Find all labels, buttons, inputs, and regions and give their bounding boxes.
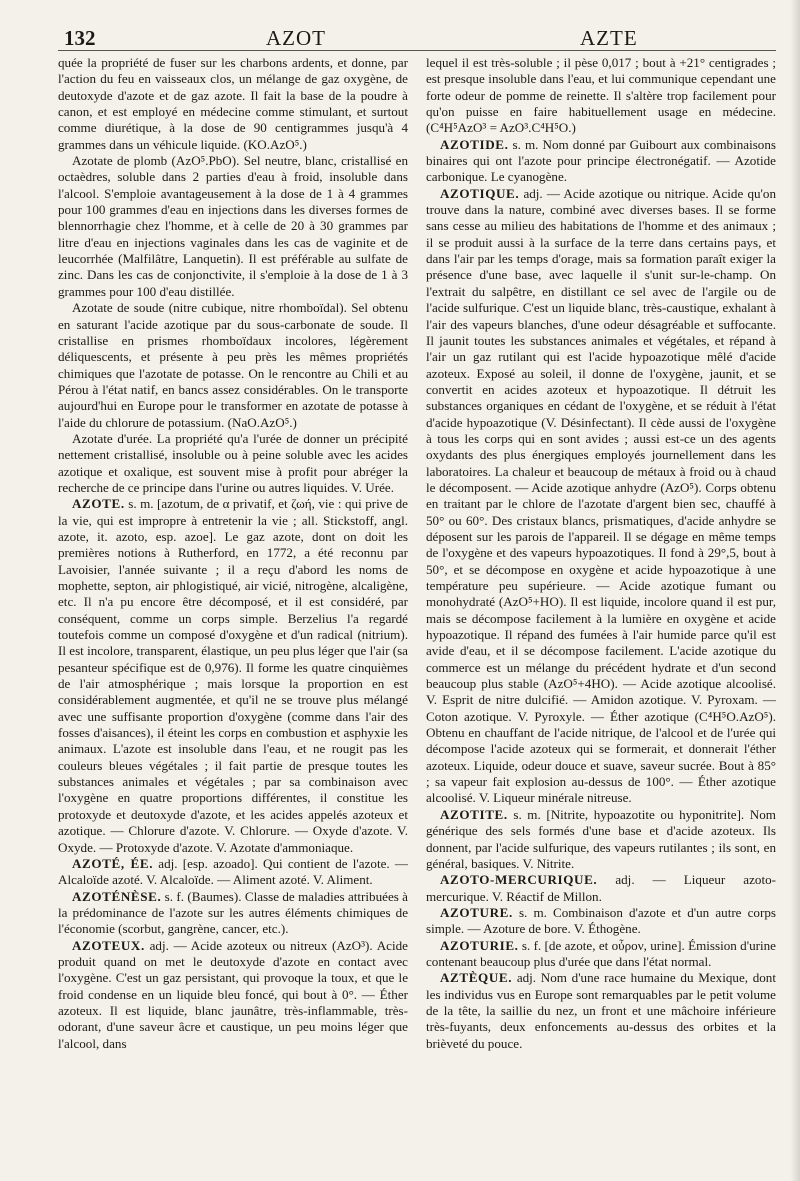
entry-text: adj. Nom d'une race humaine du Mexique, dont les individus vus en Europe sont remarquables par le petit volume de la tête, la saillie du nez, un front et une mâchoire inférieure très-fuyants, deux enfoncements au-dessus des orbites et la brièveté du pouce.: [426, 970, 776, 1051]
dictionary-entry: [426, 938, 776, 971]
entry-text: Azotate de soude (nitre cubique, nitre rhomboïdal). Sel obtenu en saturant l'acide azotique par du sous-carbonate de soude. Il cristallise en prismes rhomboïdaux incolores, légèrement déliquescents, et présente à peu près les mêmes propriétés chimiques que l'azotate de potasse. On le rencontre au Chili et au Pérou à l'état natif, en bancs assez considérables. On le transporte aujourd'hui en Europe pour le transformer en azotate de potasse à l'aide du chlorure de potassium. (NaO.AzO⁵.): [58, 300, 408, 430]
entry-text: s. m. Nom donné par Guibourt aux combinaisons binaires qui ont l'azote pour principe électronégatif. — Azotide carbonique. Le cyanogène.: [426, 136, 776, 185]
entry-text: adj. — Acide azoteux ou nitreux (AzO³). Acide produit quand on met le deutoxyde d'azote en contact avec l'oxygène. C'est un gaz persistant, qui provoque la toux, et que le froid condense en un liquide bleu foncé, qui bout à 0°. — Éther azoteux. Il est liquide, blanc jaunâtre, très-inflammable, très-odorant, d'une saveur âcre et caustique, un peu moins léger que l'alcool, dans: [58, 937, 408, 1051]
dictionary-entry: [58, 889, 408, 938]
entry-text: lequel il est très-soluble ; il pèse 0,017 ; bout à +21° centigrades ; est presque insoluble dans l'eau, et lui communique cependant une forte odeur de pomme de reinette. Il s'altère trop facilement pour qu'on puisse en faire habituellement usage en médecine. (C⁴H⁵AzO³ = AzO³.C⁴H⁵O.): [426, 55, 776, 136]
entry-headword: AZTÈQUE.: [440, 970, 513, 986]
entry-headword: AZOTURE.: [440, 904, 513, 920]
entry-headword: AZOTO-MERCURIQUE.: [440, 872, 598, 888]
entry-headword: AZOTÉNÈSE.: [72, 888, 162, 904]
entry-headword: AZOTITE.: [440, 806, 508, 822]
dictionary-entry: [426, 905, 776, 938]
entry-text: quée la propriété de fuser sur les charbons ardents, et donne, par l'action du feu en vaisseaux clos, un mélange de gaz oxygène, de deutoxyde d'azote et de gaz azote. Il fait la base de la poudre à canon, et est employé en médecine comme stimulant, et surtout comme diurétique, à la dose de 90 centigrammes jusqu'à 4 grammes dans un véhicule liquide. (KO.AzO⁵.): [58, 55, 408, 152]
left-guide-word: AZOT: [266, 26, 326, 50]
entry-text: s. f. [de azote, et οὖρον, urine]. Émission d'urine contenant beaucoup plus d'urée que dans l'état normal.: [426, 937, 776, 969]
entry-text: Azotate d'urée. La propriété qu'a l'urée de donner un précipité nettement cristallisé, insoluble ou à peine soluble avec les acides azotique et oxalique, est souvent mise à profit pour abréger la recherche de ce principe dans l'urine ou autres liquides. V. Urée.: [58, 430, 408, 495]
right-guide-word: AZTE: [580, 26, 638, 50]
entry-text: s. f. (Baumes). Classe de maladies attribuées à la prédominance de l'azote sur les autres éléments chimiques de l'économie (scorbut, gangrène, cancer, etc.).: [58, 888, 408, 937]
continued-text: [426, 55, 776, 137]
entry-headword: AZOTÉ, ÉE.: [72, 855, 154, 871]
entry-headword: AZOTEUX.: [72, 937, 145, 953]
dictionary-entry: [426, 872, 776, 905]
entry-headword: AZOTIDE.: [440, 136, 509, 152]
subentry-paragraph: [58, 431, 408, 496]
entry-text: s. m. [azotum, de α privatif, et ζωή, vie : qui prive de la vie, qui est impropre à entretenir la vie ; all. Stickstoff, angl. azote, it. azoto, esp. azoe]. Le gaz azote, dont on doit les premières notions à Rutherford, en 1772, a été reconnu par Lavoisier, l'année suivante ; il a reçu d'abord les noms de mophette, septon, air phlogistiqué, air vicié, nitrogène, alcaligène, etc. Il n'a pu encore être décomposé, et il est considéré, par conséquent, comme un corps simple. Berzelius l'a regardé toutefois comme un composé d'oxygène et d'un radical (nitrium). Il est incolore, transparent, élastique, un peu plus léger que l'air (sa pesanteur spécifique est de 0,976). Il forme les quatre cinquièmes de l'air atmosphérique ; mais lorsque la proportion en est considérablement augmentée, et qu'il ne se trouve plus mélangé avec une suffisante proportion d'oxygène (comme dans l'air des fosses d'aisances), il éteint les corps en combustion et asphyxie les animaux. L'azote est insoluble dans l'eau, et ne rougit pas les couleurs bleues végétales ; il fait partie de presque toutes les substances animales et végétales ; par sa combinaison avec l'oxygène en quatre proportions différentes, il constitue les protoxyde et deutoxyde d'azote, et les acides appelés azoteux et azotique. — Chlorure d'azote. V. Chlorure. — Oxyde d'azote. V. Oxyde. — Protoxyde d'azote. V. Azotate d'ammoniaque.: [58, 496, 408, 855]
entry-text: adj. — Liqueur azoto-mercurique. V. Réactif de Millon.: [426, 872, 776, 904]
dictionary-entry: [58, 856, 408, 889]
dictionary-entry: [426, 807, 776, 872]
entry-text: s. m. [Nitrite, hypoazotite ou hyponitrite]. Nom générique des sels formés d'une base et d'acide azoteux. Ils donnent, par l'acide sulfurique, des vapeurs rutilantes ; ils sont, en général, basiques. V. Nitrite.: [426, 806, 776, 871]
dictionary-entry: [426, 970, 776, 1052]
page-edge-shadow: [790, 0, 800, 1181]
entry-text: adj. — Acide azotique ou nitrique. Acide qu'on trouve dans la nature, combiné avec diverses bases. Il se forme sans cesse au milieu des habitations de l'homme et des animaux ; il se produit aussi à la surface de la terre dans certains pays, et dans l'air par les temps d'orage, mais sa formation paraît exiger la présence d'une base, avec laquelle il s'unit sur-le-champ. On l'extrait du salpêtre, en distillant ce sel avec de l'argile ou de l'acide sulfurique. C'est un liquide blanc, très-caustique, exhalant à l'air des vapeurs blanches, d'une odeur désagréable et suffocante. Il jaunit toutes les substances animales et végétales, et répand à l'air un gaz rutilant qui est l'acide hypoazotique mêlé d'acide azoteux. Exposé au soleil, il donne de l'oxygène, jaunit, et se convertit en acides azoteux et hypoazotique. Il détruit les substances organiques en cédant de l'oxygène, et se réduit à l'état d'acide hypoazotique (V. Désinfectant). Il cède aussi de l'oxygène à tous les corps qui en sont avides ; aussi est-ce un des agents oxydants des plus énergiques employés journellement dans les laboratoires. La chaleur et beaucoup de métaux à froid ou à chaud le décomposent. — Acide azotique anhydre (AzO⁵). Corps obtenu en traitant par le chlore de l'azotate d'argent bien sec, chauffé à 50° ou 60°. Des cristaux blancs, prismatiques, d'acide anhydre se déposent sur les parois de l'appareil. Il se dégage en même temps de l'oxygène et des vapeurs hypoazotiques. Il fond à 29°,5, bout à 50°, et se décompose en oxygène et acide hypoazotique à une température peu supérieure. — Acide azotique fumant ou monohydraté (AzO⁵+HO). Il est liquide, incolore quand il est pur, mais se décompose facilement à la lumière en oxygène et acide hypoazotique. Il répand des fumées à l'air humide parce qu'il est avide d'eau, et il se décompose facilement. L'acide azotique du commerce est un mélange du précédent hydrate et d'un second beaucoup plus stable (AzO⁵+4HO). — Acide azotique alcoolisé. V. Esprit de nitre dulcifié. — Amidon azotique. V. Pyroxam. — Coton azotique. V. Pyroxyle. — Éther azotique (C⁴H⁵O.AzO⁵). Obtenu en chauffant de l'acide nitrique, de l'alcool et de l'urée qui décompose l'acide azoteux qui se formerait, et donnerait l'éther azoteux. Liquide, odeur douce et suave, saveur sucrée. Bout à 85° ; sa vapeur fait explosion au-dessus de 100°. — Éther azotique alcoolisé. V. Liqueur minérale nitreuse.: [426, 185, 776, 806]
entry-headword: AZOTIQUE.: [440, 185, 520, 201]
entry-headword: AZOTURIE.: [440, 937, 519, 953]
entry-text: adj. [esp. azoado]. Qui contient de l'azote. — Alcaloïde azoté. V. Alcaloïde. — Aliment azoté. V. Aliment.: [58, 855, 408, 888]
subentry-paragraph: [58, 153, 408, 300]
entry-headword: AZOTE.: [72, 496, 125, 512]
subentry-paragraph: [58, 300, 408, 431]
continued-text: [58, 55, 408, 153]
dictionary-entry: [426, 137, 776, 186]
entry-text: s. m. Combinaison d'azote et d'un autre corps simple. — Azoture de bore. V. Éthogène.: [426, 904, 776, 937]
page-number: 132: [64, 26, 96, 50]
dictionary-entry: [426, 186, 776, 807]
dictionary-entry: [58, 938, 408, 1052]
right-column: [426, 55, 776, 1052]
text-columns: [58, 55, 776, 1052]
running-head: [58, 18, 776, 51]
dictionary-entry: [58, 496, 408, 856]
entry-text: Azotate de plomb (AzO⁵.PbO). Sel neutre, blanc, cristallisé en octaèdres, soluble dans 2 parties d'eau à froid, insoluble dans l'alcool. S'emploie avantageusement à la dose de 1 à 4 grammes pour 100 grammes d'eau en injections dans les diverses formes de blennorrhagie chez l'homme, et à celle de 20 à 30 grammes par litre d'eau en injections vaginales dans les cas de vaginite et de leucorrhée (Malfilâtre, Lanquetin). Il est préférable au sulfate de zinc. Dans les cas de conjonctivite, il s'emploie à la dose de 1 à 3 grammes pour 100 d'eau distillée.: [58, 153, 408, 299]
left-column: [58, 55, 408, 1052]
